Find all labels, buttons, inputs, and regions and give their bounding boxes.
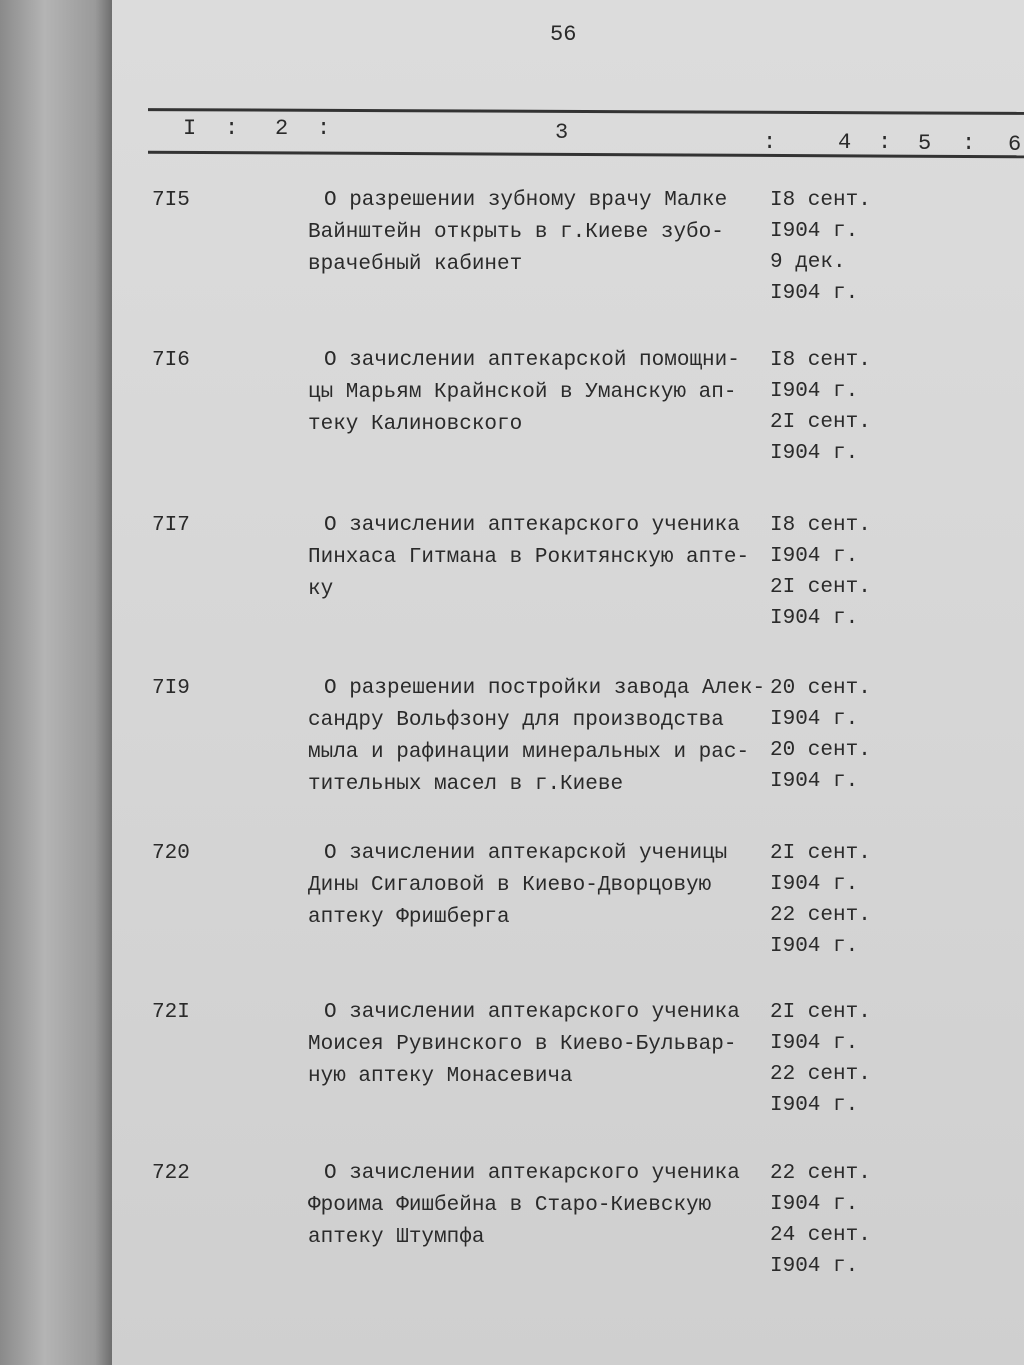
header-col-3: 3 <box>555 120 569 145</box>
entry-title-line: цы Марьям Крайнской в Уманскую ап- <box>308 381 737 404</box>
entry-date: I904 г. <box>770 545 859 568</box>
entry-date: 20 сент. <box>770 677 871 700</box>
entry-title-line: аптеку Фришберга <box>308 906 510 929</box>
entry-date: I904 г. <box>770 1032 859 1055</box>
entry-date: I904 г. <box>770 935 859 958</box>
page-number: 56 <box>550 22 577 47</box>
entry-number: 720 <box>152 842 190 865</box>
entry-title-line: О разрешении зубному врачу Малке <box>324 189 728 212</box>
entry-date: 22 сент. <box>770 1063 871 1086</box>
entry-title-line: Вайнштейн открыть в г.Киеве зубо- <box>308 221 724 244</box>
entry-date: 20 сент. <box>770 739 871 762</box>
entry-title-line: тительных масел в г.Киеве <box>308 773 624 796</box>
entry-date: 2I сент. <box>770 1001 871 1024</box>
entry-title-line: О разрешении постройки завода Алек- <box>324 677 766 700</box>
entry-title-line: Моисея Рувинского в Киево-Бульвар- <box>308 1033 737 1056</box>
entry-date: I8 сент. <box>770 349 871 372</box>
entry-date: I904 г. <box>770 380 859 403</box>
previous-page-edge <box>0 0 112 1365</box>
header-col-4: 4 <box>838 130 852 155</box>
entry-date: I904 г. <box>770 282 859 305</box>
header-sep: : <box>878 130 892 155</box>
entry-date: I904 г. <box>770 607 859 630</box>
header-sep: : <box>225 116 239 141</box>
entry-dates <box>770 997 871 1121</box>
entry-title-line: Пинхаса Гитмана в Рокитянскую апте- <box>308 546 750 569</box>
entry-title <box>308 1158 768 1254</box>
entry-number: 7I9 <box>152 677 190 700</box>
entry-date: 24 сент. <box>770 1224 871 1247</box>
entry-date: I904 г. <box>770 770 859 793</box>
entry-dates <box>770 838 871 962</box>
entry-date: I904 г. <box>770 1255 859 1278</box>
entry-date: 2I сент. <box>770 411 871 434</box>
entry-dates <box>770 1158 871 1282</box>
header-col-6: 6 <box>1008 132 1022 157</box>
entry-date: 22 сент. <box>770 904 871 927</box>
entry-dates <box>770 673 871 797</box>
entry-title-line: врачебный кабинет <box>308 253 523 276</box>
entry-date: 22 сент. <box>770 1162 871 1185</box>
header-sep: : <box>962 131 976 156</box>
entry-number: 72I <box>152 1001 190 1024</box>
header-col-2: 2 <box>275 116 289 141</box>
entry-date: 2I сент. <box>770 576 871 599</box>
entry-number: 7I7 <box>152 514 190 537</box>
entry-title-line: ную аптеку Монасевича <box>308 1065 573 1088</box>
entry-date: I904 г. <box>770 873 859 896</box>
entry-title <box>308 345 768 441</box>
entry-title-line: О зачислении аптекарского ученика <box>324 514 740 537</box>
entry-date: I904 г. <box>770 708 859 731</box>
entry-title-line: О зачислении аптекарского ученика <box>324 1001 740 1024</box>
entry-dates <box>770 185 871 309</box>
header-col-1: I <box>183 116 197 141</box>
entry-title-line: Фроима Фишбейна в Старо-Киевскую <box>308 1194 712 1217</box>
entry-title-line: О зачислении аптекарского ученика <box>324 1162 740 1185</box>
entry-title-line: теку Калиновского <box>308 413 523 436</box>
entry-number: 7I6 <box>152 349 190 372</box>
entry-title-line: сандру Вольфзону для производства <box>308 709 724 732</box>
header-col-5: 5 <box>918 131 932 156</box>
entry-title <box>308 185 768 281</box>
entry-date: I904 г. <box>770 1094 859 1117</box>
entry-title-line: ку <box>308 578 334 601</box>
entry-date: 2I сент. <box>770 842 871 865</box>
entry-date: I8 сент. <box>770 189 871 212</box>
entry-number: 722 <box>152 1162 190 1185</box>
entry-date: I8 сент. <box>770 514 871 537</box>
entry-title <box>308 997 768 1093</box>
entry-title-line: О зачислении аптекарской помощни- <box>324 349 740 372</box>
entry-dates <box>770 345 871 469</box>
entry-date: 9 дек. <box>770 251 846 274</box>
entry-title-line: аптеку Штумпфа <box>308 1226 485 1249</box>
entry-title <box>308 510 768 606</box>
entry-number: 7I5 <box>152 189 190 212</box>
entry-title <box>308 838 768 934</box>
entry-title <box>308 673 768 801</box>
entry-title-line: Дины Сигаловой в Киево-Дворцовую <box>308 874 712 897</box>
entry-date: I904 г. <box>770 1193 859 1216</box>
header-sep: : <box>317 116 331 141</box>
entry-title-line: О зачислении аптекарской ученицы <box>324 842 728 865</box>
entry-dates <box>770 510 871 634</box>
entry-title-line: мыла и рафинации минеральных и рас- <box>308 741 750 764</box>
entry-date: I904 г. <box>770 442 859 465</box>
entry-date: I904 г. <box>770 220 859 243</box>
header-sep: : <box>763 130 777 155</box>
